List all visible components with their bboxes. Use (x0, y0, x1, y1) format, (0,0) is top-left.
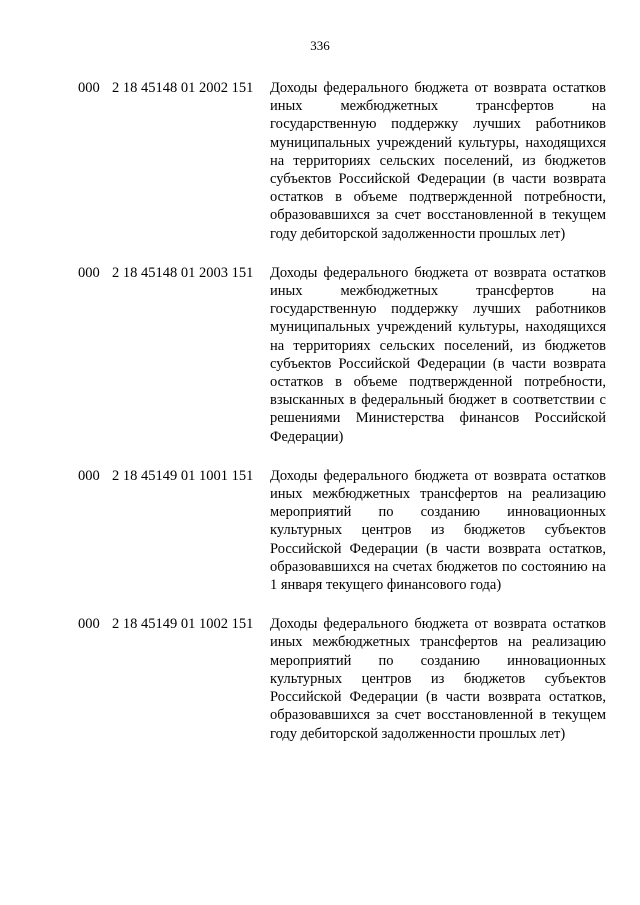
classification-code: 2 18 45149 01 1002 151 (112, 616, 254, 633)
budget-code-list (0, 79, 640, 764)
classification-code: 2 18 45148 01 2003 151 (112, 264, 254, 281)
classification-code: 2 18 45148 01 2002 151 (112, 80, 254, 96)
budget-code-entry (0, 79, 640, 243)
admin-code: 000 (78, 80, 100, 96)
classification-code: 2 18 45149 01 1001 151 (112, 467, 254, 484)
budget-code-entry (0, 615, 640, 742)
page-number: 336 (310, 38, 330, 53)
budget-code-entry (0, 264, 640, 446)
entry-description: Доходы федерального бюджета от возврата остатков иных межбюджетных трансфертов на государственную поддержку лучших работников муниципальных учреждений культуры, находящихся на территориях сельских поселений, из бюджетов субъектов Российской Федерации (в части возврата остатков в объеме подтвержденной потребности, образовавшихся за счет восстановленной в текущем году дебиторской задолженности прошлых лет) (270, 80, 606, 242)
admin-code: 000 (78, 467, 100, 484)
admin-code: 000 (78, 616, 100, 633)
budget-code-entry (0, 467, 640, 594)
entry-description: Доходы федерального бюджета от возврата остатков иных межбюджетных трансфертов на реализацию мероприятий по созданию инновационных культурных центров из бюджетов субъектов Российской Федерации (в части возврата остатков, образовавшихся на счетах бюджетов по состоянию на 1 января текущего финансового года) (270, 467, 606, 594)
entry-description: Доходы федерального бюджета от возврата остатков иных межбюджетных трансфертов на реализацию мероприятий по созданию инновационных культурных центров из бюджетов субъектов Российской Федерации (в части возврата остатков, образовавшихся за счет восстановленной в текущем году дебиторской задолженности прошлых лет) (270, 616, 606, 742)
admin-code: 000 (78, 264, 100, 281)
entry-description: Доходы федерального бюджета от возврата остатков иных межбюджетных трансфертов на государственную поддержку лучших работников муниципальных учреждений культуры, находящихся на территориях сельских поселений, из бюджетов субъектов Российской Федерации (в части возврата остатков в объеме подтвержденной потребности, взысканных в федеральный бюджет в соответствии с решениями Министерства финансов Российской Федерации) (270, 264, 606, 445)
